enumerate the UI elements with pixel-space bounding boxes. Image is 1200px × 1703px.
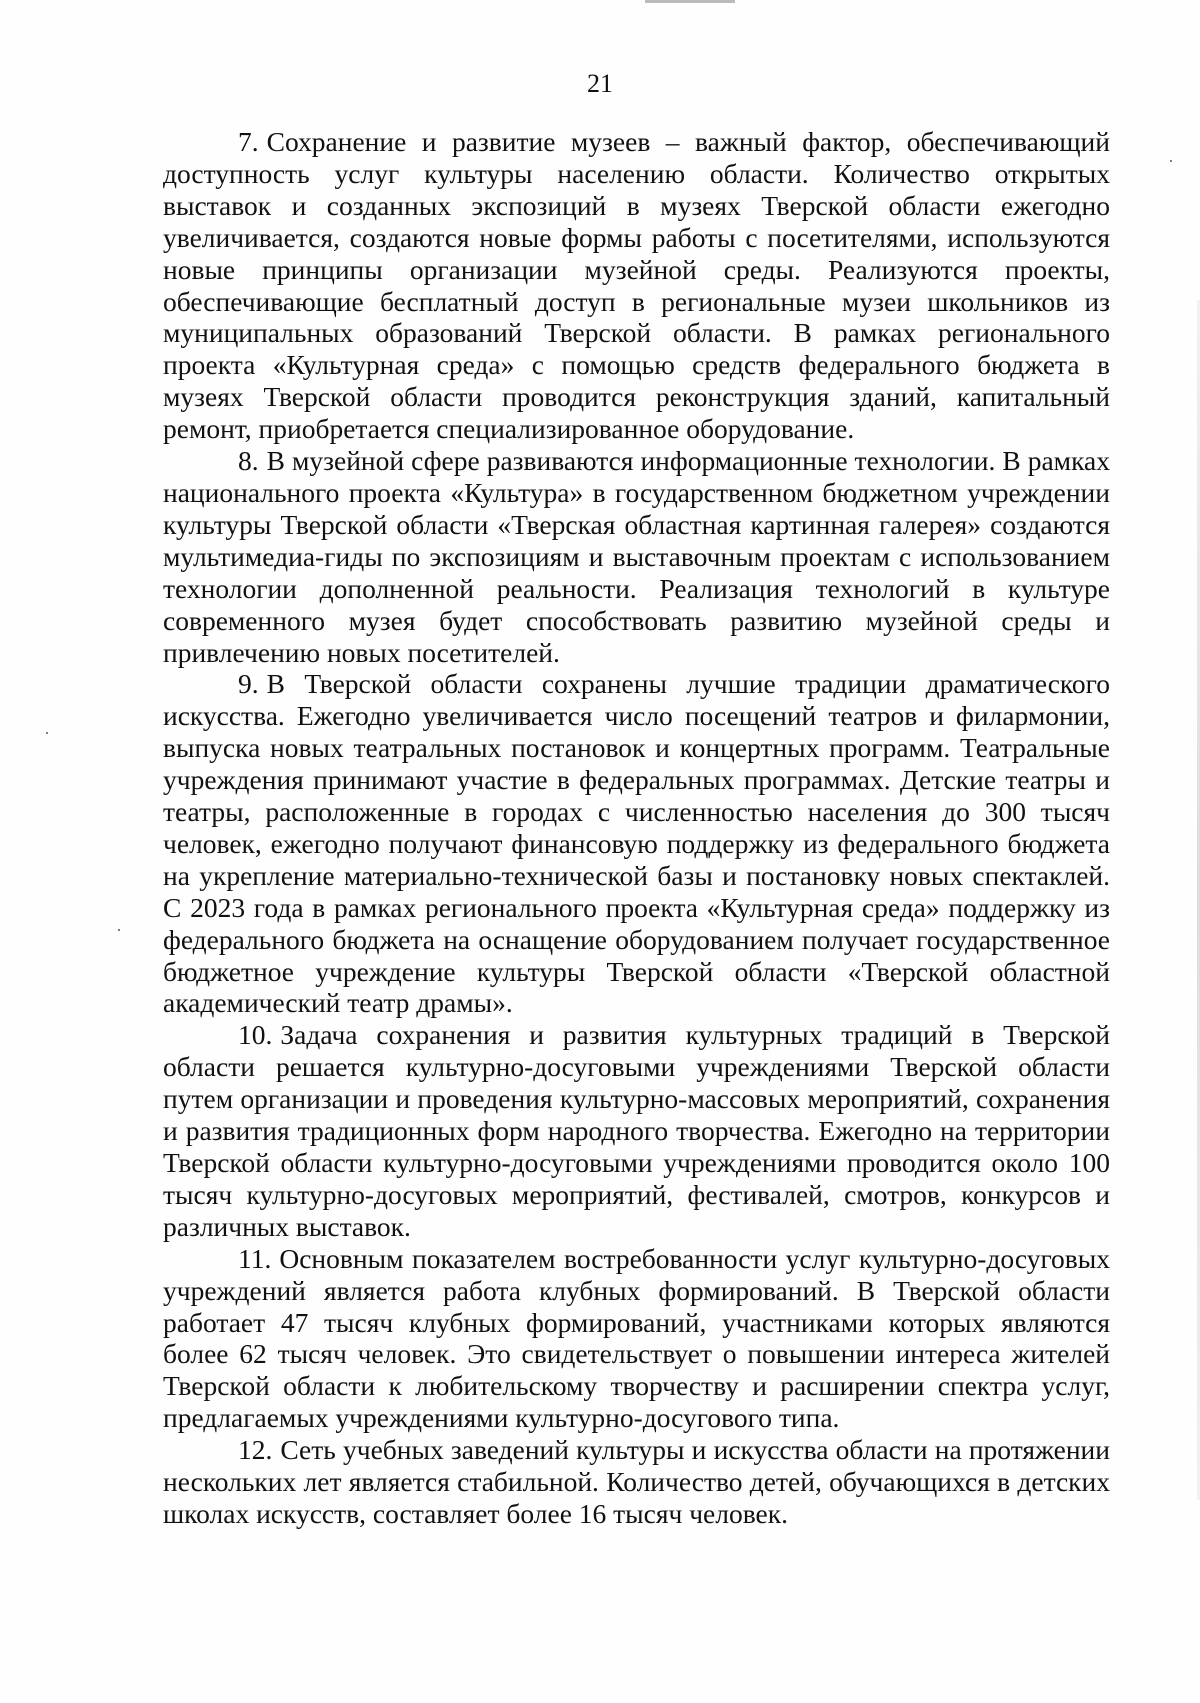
paragraph-text: Сохранение и развитие музеев – важный фактор, обеспечивающий доступность услуг культуры населению области. Количество открытых выставок и созданных экспозиций в музеях Тверской области ежегодно увеличивается, создаются новые формы работы с посетителями, используются новые принципы организации музейной среды. Реализуются проекты, обеспечивающие бесплатный доступ в региональные музеи школьников из муниципальных образований Тверской области. В рамках регионального проекта «Культурная среда» с помощью средств федерального бюджета в музеях Тверской области проводится реконструкция зданий, капитальный ремонт, приобретается специализированное оборудование. (163, 126, 1110, 445)
paragraph-text: Сеть учебных заведений культуры и искусства области на протяжении нескольких лет является стабильной. Количество детей, обучающихся в детских школах искусств, составляет более 16 тысяч человек. (163, 1434, 1110, 1529)
scan-speck (118, 929, 120, 931)
paragraph-text: В Тверской области сохранены лучшие традиции драматического искусства. Ежегодно увеличивается число посещений театров и филармонии, выпуска новых театральных постановок и концертных программ. Театральные учреждения принимают участие в федеральных программах. Детские театры и театры, расположенные в городах с численностью населения до 300 тысяч человек, ежегодно получают финансовую поддержку из федерального бюджета на укрепление материально-технической базы и постановку новых спектаклей. С 2023 года в рамках регионального проекта «Культурная среда» поддержку из федерального бюджета на оснащение оборудованием получает государственное бюджетное учреждение культуры Тверской области «Тверской областной академический театр драмы». (163, 668, 1110, 1019)
paragraph-number: 11. (238, 1242, 272, 1274)
scan-speck (46, 732, 48, 734)
document-body (163, 126, 1110, 1530)
paragraph-number: 10. (238, 1019, 273, 1051)
paragraph-12 (163, 1434, 1110, 1530)
page-number: 21 (587, 69, 613, 98)
paragraph-7 (163, 126, 1110, 445)
paragraph-text: Основным показателем востребованности услуг культурно-досуговых учреждений является работа клубных формирований. В Тверской области работает 47 тысяч клубных формирований, участниками которых являются более 62 тысяч человек. Это свидетельствует о повышении интереса жителей Тверской области к любительскому творчеству и расширении спектра услуг, предлагаемых учреждениями культурно-досугового типа. (163, 1242, 1110, 1434)
paragraph-number: 8. (238, 445, 259, 477)
paragraph-text: Задача сохранения и развития культурных традиций в Тверской области решается культурно-досуговыми учреждениями Тверской области путем организации и проведения культурно-массовых мероприятий, сохранения и развития традиционных форм народного творчества. Ежегодно на территории Тверской области культурно-досуговыми учреждениями проводится около 100 тысяч культурно-досуговых мероприятий, фестивалей, смотров, конкурсов и различных выставок. (163, 1019, 1110, 1242)
paragraph-8 (163, 445, 1110, 668)
paragraph-10 (163, 1019, 1110, 1242)
paragraph-number: 12. (238, 1434, 273, 1466)
scan-speck (1170, 160, 1172, 162)
paragraph-9 (163, 668, 1110, 1019)
paragraph-11 (163, 1243, 1110, 1434)
scan-artifact (645, 0, 735, 3)
paragraph-number: 9. (238, 668, 259, 700)
paragraph-text: В музейной сфере развиваются информационные технологии. В рамках национального проекта «Культура» в государственном бюджетном учреждении культуры Тверской области «Тверская областная картинная галерея» создаются мультимедиа-гиды по экспозициям и выставочным проектам с использованием технологии дополненной реальности. Реализация технологий в культуре современного музея будет способствовать развитию музейной среды и привлечению новых посетителей. (163, 445, 1110, 668)
paragraph-number: 7. (238, 126, 259, 157)
